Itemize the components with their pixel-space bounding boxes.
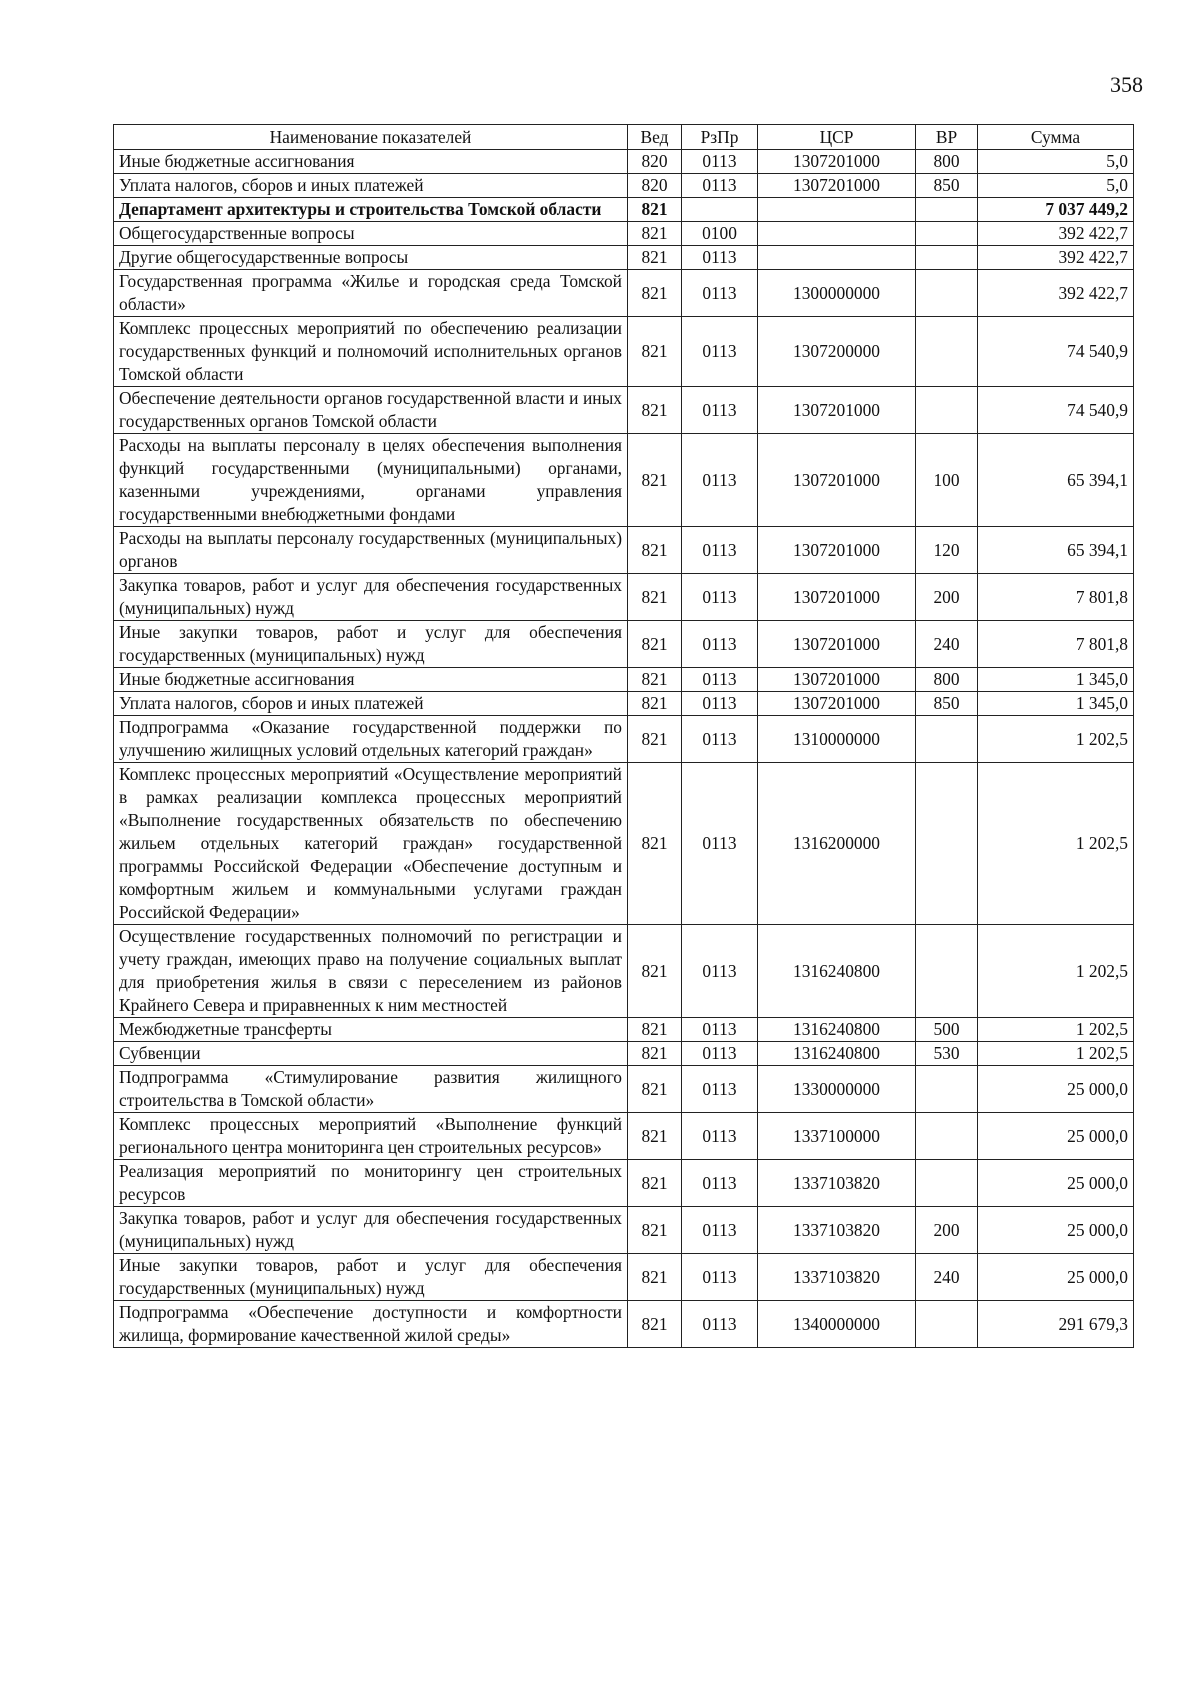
cell-name: Подпрограмма «Обеспечение доступности и комфортности жилища, формирование качественной жилой среды» (114, 1301, 628, 1348)
cell-rzpr: 0113 (682, 174, 758, 198)
cell-vr (916, 763, 978, 925)
cell-csr: 1316240800 (758, 1042, 916, 1066)
cell-name: Иные бюджетные ассигнования (114, 668, 628, 692)
cell-ved: 821 (628, 1018, 682, 1042)
cell-name: Департамент архитектуры и строительства Томской области (114, 198, 628, 222)
table-row (114, 434, 1134, 527)
cell-vr (916, 1066, 978, 1113)
cell-csr: 1307201000 (758, 150, 916, 174)
cell-csr: 1307201000 (758, 387, 916, 434)
cell-name: Подпрограмма «Оказание государственной поддержки по улучшению жилищных условий отдельных категорий граждан» (114, 716, 628, 763)
cell-vr (916, 270, 978, 317)
cell-ved: 821 (628, 574, 682, 621)
cell-name: Уплата налогов, сборов и иных платежей (114, 174, 628, 198)
cell-rzpr: 0113 (682, 387, 758, 434)
table-row (114, 925, 1134, 1018)
cell-ved: 821 (628, 716, 682, 763)
cell-sum: 291 679,3 (978, 1301, 1134, 1348)
table-row (114, 222, 1134, 246)
cell-name: Субвенции (114, 1042, 628, 1066)
cell-sum: 1 345,0 (978, 668, 1134, 692)
cell-rzpr: 0113 (682, 716, 758, 763)
cell-sum: 25 000,0 (978, 1113, 1134, 1160)
cell-csr: 1307201000 (758, 668, 916, 692)
cell-rzpr: 0113 (682, 1018, 758, 1042)
table-row (114, 1018, 1134, 1042)
cell-name: Уплата налогов, сборов и иных платежей (114, 692, 628, 716)
cell-sum: 1 202,5 (978, 716, 1134, 763)
cell-vr: 240 (916, 621, 978, 668)
cell-name: Осуществление государственных полномочий по регистрации и учету граждан, имеющих право на получение социальных выплат для приобретения жилья в связи с переселением из районов Крайнего Севера и приравненных к ним местностей (114, 925, 628, 1018)
cell-rzpr: 0113 (682, 1160, 758, 1207)
header-sum: Сумма (978, 125, 1134, 150)
cell-name: Комплекс процессных мероприятий «Выполнение функций регионального центра мониторинга цен строительных ресурсов» (114, 1113, 628, 1160)
cell-name: Иные бюджетные ассигнования (114, 150, 628, 174)
cell-sum: 25 000,0 (978, 1254, 1134, 1301)
cell-vr (916, 1160, 978, 1207)
cell-ved: 821 (628, 1042, 682, 1066)
table-row (114, 174, 1134, 198)
cell-rzpr: 0113 (682, 1113, 758, 1160)
cell-csr: 1316200000 (758, 763, 916, 925)
cell-csr: 1307201000 (758, 692, 916, 716)
cell-sum: 25 000,0 (978, 1066, 1134, 1113)
header-name: Наименование показателей (114, 125, 628, 150)
cell-rzpr: 0113 (682, 668, 758, 692)
table-body (114, 150, 1134, 1348)
table-row (114, 317, 1134, 387)
cell-ved: 821 (628, 1301, 682, 1348)
cell-csr (758, 246, 916, 270)
cell-ved: 821 (628, 1160, 682, 1207)
table-row (114, 716, 1134, 763)
cell-vr: 200 (916, 574, 978, 621)
table-row (114, 1207, 1134, 1254)
table-row (114, 668, 1134, 692)
cell-rzpr (682, 198, 758, 222)
cell-ved: 821 (628, 527, 682, 574)
cell-csr: 1337103820 (758, 1160, 916, 1207)
cell-name: Комплекс процессных мероприятий «Осуществление мероприятий в рамках реализации комплекса процессных мероприятий «Выполнение государственных обязательств по обеспечению жильем отдельных категорий граждан» государственной программы Российской Федерации «Обеспечение доступным и комфортным жильем и коммунальными услугами граждан Российской Федерации» (114, 763, 628, 925)
cell-sum: 25 000,0 (978, 1160, 1134, 1207)
cell-ved: 821 (628, 763, 682, 925)
cell-name: Подпрограмма «Стимулирование развития жилищного строительства в Томской области» (114, 1066, 628, 1113)
cell-rzpr: 0113 (682, 434, 758, 527)
table-row (114, 574, 1134, 621)
cell-vr (916, 222, 978, 246)
cell-ved: 821 (628, 925, 682, 1018)
cell-ved: 821 (628, 1207, 682, 1254)
cell-name: Общегосударственные вопросы (114, 222, 628, 246)
cell-rzpr: 0113 (682, 574, 758, 621)
table-row (114, 1066, 1134, 1113)
cell-vr: 800 (916, 150, 978, 174)
page-number: 358 (1110, 72, 1143, 97)
cell-rzpr: 0113 (682, 527, 758, 574)
cell-ved: 821 (628, 692, 682, 716)
cell-csr: 1337103820 (758, 1207, 916, 1254)
table-header-row (114, 125, 1134, 150)
cell-rzpr: 0113 (682, 246, 758, 270)
table-row (114, 527, 1134, 574)
cell-rzpr: 0113 (682, 1207, 758, 1254)
cell-vr (916, 246, 978, 270)
cell-name: Расходы на выплаты персоналу государственных (муниципальных) органов (114, 527, 628, 574)
cell-rzpr: 0113 (682, 317, 758, 387)
cell-csr: 1300000000 (758, 270, 916, 317)
cell-csr: 1310000000 (758, 716, 916, 763)
cell-csr: 1316240800 (758, 1018, 916, 1042)
cell-rzpr: 0113 (682, 1042, 758, 1066)
cell-vr (916, 1113, 978, 1160)
cell-rzpr: 0113 (682, 1254, 758, 1301)
cell-sum: 5,0 (978, 174, 1134, 198)
cell-sum: 1 345,0 (978, 692, 1134, 716)
cell-vr: 100 (916, 434, 978, 527)
cell-sum: 392 422,7 (978, 222, 1134, 246)
cell-ved: 821 (628, 668, 682, 692)
table-row (114, 1042, 1134, 1066)
cell-vr: 800 (916, 668, 978, 692)
cell-name: Расходы на выплаты персоналу в целях обеспечения выполнения функций государственными (муниципальными) органами, казенными учреждениями, органами управления государственными внебюджетными фондами (114, 434, 628, 527)
cell-ved: 820 (628, 174, 682, 198)
cell-name: Межбюджетные трансферты (114, 1018, 628, 1042)
cell-rzpr: 0100 (682, 222, 758, 246)
cell-rzpr: 0113 (682, 1066, 758, 1113)
table-row (114, 246, 1134, 270)
cell-ved: 820 (628, 150, 682, 174)
cell-csr: 1307201000 (758, 574, 916, 621)
cell-ved: 821 (628, 246, 682, 270)
budget-table (113, 124, 1134, 1348)
cell-sum: 392 422,7 (978, 246, 1134, 270)
cell-sum: 1 202,5 (978, 925, 1134, 1018)
cell-ved: 821 (628, 621, 682, 668)
cell-sum: 1 202,5 (978, 763, 1134, 925)
table-row (114, 763, 1134, 925)
table-row (114, 1301, 1134, 1348)
table-row (114, 387, 1134, 434)
cell-vr: 850 (916, 174, 978, 198)
cell-sum: 7 037 449,2 (978, 198, 1134, 222)
cell-rzpr: 0113 (682, 270, 758, 317)
cell-vr (916, 1301, 978, 1348)
cell-sum: 74 540,9 (978, 317, 1134, 387)
cell-sum: 65 394,1 (978, 434, 1134, 527)
header-vr: ВР (916, 125, 978, 150)
cell-csr: 1337103820 (758, 1254, 916, 1301)
cell-name: Комплекс процессных мероприятий по обеспечению реализации государственных функций и полномочий исполнительных органов Томской области (114, 317, 628, 387)
cell-vr (916, 198, 978, 222)
cell-name: Государственная программа «Жилье и городская среда Томской области» (114, 270, 628, 317)
cell-vr (916, 317, 978, 387)
cell-sum: 25 000,0 (978, 1207, 1134, 1254)
cell-vr: 850 (916, 692, 978, 716)
table-row (114, 198, 1134, 222)
header-rzpr: РзПр (682, 125, 758, 150)
header-csr: ЦСР (758, 125, 916, 150)
cell-sum: 1 202,5 (978, 1018, 1134, 1042)
cell-name: Закупка товаров, работ и услуг для обеспечения государственных (муниципальных) нужд (114, 1207, 628, 1254)
table-row (114, 270, 1134, 317)
cell-ved: 821 (628, 1113, 682, 1160)
cell-vr: 120 (916, 527, 978, 574)
cell-csr: 1337100000 (758, 1113, 916, 1160)
table-row (114, 1160, 1134, 1207)
cell-csr: 1340000000 (758, 1301, 916, 1348)
cell-rzpr: 0113 (682, 763, 758, 925)
cell-name: Другие общегосударственные вопросы (114, 246, 628, 270)
cell-rzpr: 0113 (682, 692, 758, 716)
cell-ved: 821 (628, 1254, 682, 1301)
cell-rzpr: 0113 (682, 150, 758, 174)
cell-ved: 821 (628, 198, 682, 222)
cell-ved: 821 (628, 270, 682, 317)
cell-vr (916, 716, 978, 763)
cell-vr: 240 (916, 1254, 978, 1301)
cell-vr (916, 925, 978, 1018)
cell-csr: 1307201000 (758, 527, 916, 574)
cell-vr (916, 387, 978, 434)
cell-csr: 1316240800 (758, 925, 916, 1018)
cell-sum: 392 422,7 (978, 270, 1134, 317)
cell-sum: 7 801,8 (978, 621, 1134, 668)
cell-rzpr: 0113 (682, 1301, 758, 1348)
table-row (114, 150, 1134, 174)
cell-sum: 7 801,8 (978, 574, 1134, 621)
cell-name: Реализация мероприятий по мониторингу цен строительных ресурсов (114, 1160, 628, 1207)
cell-vr: 200 (916, 1207, 978, 1254)
cell-csr: 1307201000 (758, 434, 916, 527)
cell-ved: 821 (628, 222, 682, 246)
cell-vr: 530 (916, 1042, 978, 1066)
table-row (114, 692, 1134, 716)
cell-csr: 1307201000 (758, 174, 916, 198)
header-ved: Вед (628, 125, 682, 150)
cell-name: Иные закупки товаров, работ и услуг для обеспечения государственных (муниципальных) нужд (114, 621, 628, 668)
cell-csr: 1307200000 (758, 317, 916, 387)
cell-ved: 821 (628, 387, 682, 434)
table-row (114, 1254, 1134, 1301)
cell-sum: 1 202,5 (978, 1042, 1134, 1066)
cell-sum: 5,0 (978, 150, 1134, 174)
table-row (114, 621, 1134, 668)
cell-sum: 65 394,1 (978, 527, 1134, 574)
cell-ved: 821 (628, 317, 682, 387)
cell-ved: 821 (628, 1066, 682, 1113)
table-row (114, 1113, 1134, 1160)
cell-csr (758, 198, 916, 222)
cell-name: Обеспечение деятельности органов государственной власти и иных государственных органов Томской области (114, 387, 628, 434)
cell-rzpr: 0113 (682, 925, 758, 1018)
cell-csr (758, 222, 916, 246)
cell-sum: 74 540,9 (978, 387, 1134, 434)
cell-vr: 500 (916, 1018, 978, 1042)
cell-csr: 1307201000 (758, 621, 916, 668)
cell-ved: 821 (628, 434, 682, 527)
cell-rzpr: 0113 (682, 621, 758, 668)
cell-name: Закупка товаров, работ и услуг для обеспечения государственных (муниципальных) нужд (114, 574, 628, 621)
cell-csr: 1330000000 (758, 1066, 916, 1113)
cell-name: Иные закупки товаров, работ и услуг для обеспечения государственных (муниципальных) нужд (114, 1254, 628, 1301)
